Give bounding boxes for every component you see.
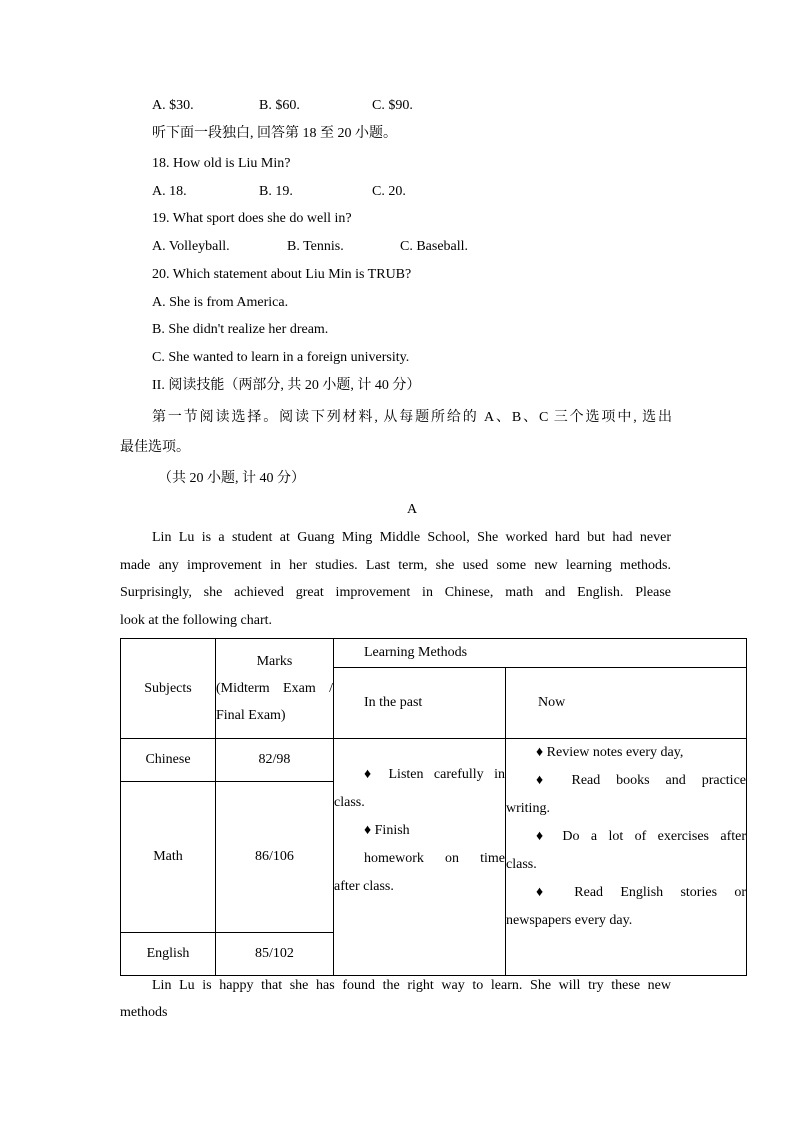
section2-instruction-line2: 最佳选项。	[120, 440, 190, 455]
past-line5: after class.	[334, 879, 394, 894]
monologue-instruction: 听下面一段独白, 回答第 18 至 20 小题。	[152, 126, 397, 141]
q19-option-c: C. Baseball.	[400, 239, 469, 254]
past-line2: class.	[334, 795, 365, 810]
header-marks-line2: (Midterm Exam /	[216, 681, 333, 696]
row-chinese-subject: Chinese	[121, 739, 216, 782]
past-line3: ♦ Finish	[364, 823, 410, 838]
now-line3: writing.	[506, 801, 550, 816]
past-line1: ♦ Listen carefully in	[364, 767, 505, 782]
row-english-marks: 85/102	[216, 933, 334, 976]
passage-para1-line4: look at the following chart.	[120, 613, 273, 628]
q20-option-a: A. She is from America.	[152, 295, 289, 310]
header-marks-line1: Marks	[256, 654, 293, 669]
header-marks-line3: Final Exam)	[216, 708, 286, 723]
q19-question: 19. What sport does she do well in?	[152, 211, 352, 226]
header-past: In the past	[334, 668, 506, 739]
q20-option-c: C. She wanted to learn in a foreign university.	[152, 350, 410, 365]
past-methods	[334, 739, 506, 976]
now-line7: newspapers every day.	[506, 913, 633, 928]
passage-para1-line1: Lin Lu is a student at Guang Ming Middle School, She worked hard but had never	[152, 530, 671, 545]
section2-instruction-line3: （共 20 小题, 计 40 分）	[158, 471, 305, 486]
now-methods	[506, 739, 747, 976]
q17-option-c: C. $90.	[372, 98, 413, 113]
passage-para1-line3: Surprisingly, she achieved great improvement in Chinese, math and English. Please	[120, 585, 671, 600]
row-chinese-marks: 82/98	[216, 739, 334, 782]
now-line6: ♦ Read English stories or	[536, 885, 746, 900]
q18-option-a: A. 18.	[152, 184, 187, 199]
header-now: Now	[506, 668, 747, 739]
q18-option-b: B. 19.	[259, 184, 293, 199]
passage-label: A	[407, 502, 418, 517]
q20-option-b: B. She didn't realize her dream.	[152, 322, 329, 337]
learning-chart	[120, 638, 747, 976]
now-line1: ♦ Review notes every day,	[536, 745, 684, 760]
passage-para2-line1: Lin Lu is happy that she has found the right way to learn. She will try these new	[152, 978, 671, 993]
q19-option-b: B. Tennis.	[287, 239, 344, 254]
row-math-subject: Math	[121, 782, 216, 933]
now-line2: ♦ Read books and practice	[536, 773, 746, 788]
q20-question: 20. Which statement about Liu Min is TRUB?	[152, 267, 412, 282]
past-line4: homework on time	[364, 851, 505, 866]
row-math-marks: 86/106	[216, 782, 334, 933]
passage-para1-line2: made any improvement in her studies. Last term, she used some new learning methods.	[120, 558, 671, 573]
q18-question: 18. How old is Liu Min?	[152, 156, 291, 171]
passage-para2-line2: methods	[120, 1005, 168, 1020]
q18-option-c: C. 20.	[372, 184, 406, 199]
q17-option-a: A. $30.	[152, 98, 194, 113]
now-line4: ♦ Do a lot of exercises after	[536, 829, 746, 844]
section2-heading: II. 阅读技能（两部分, 共 20 小题, 计 40 分）	[152, 378, 421, 393]
q19-option-a: A. Volleyball.	[152, 239, 230, 254]
row-english-subject: English	[121, 933, 216, 976]
section2-instruction-line1: 第一节阅读选择。阅读下列材料, 从每题所给的 A、B、C 三个选项中, 选出	[152, 410, 672, 425]
now-line5: class.	[506, 857, 537, 872]
header-methods: Learning Methods	[334, 639, 747, 668]
q17-option-b: B. $60.	[259, 98, 300, 113]
header-marks	[216, 639, 334, 739]
header-subjects: Subjects	[121, 639, 216, 739]
